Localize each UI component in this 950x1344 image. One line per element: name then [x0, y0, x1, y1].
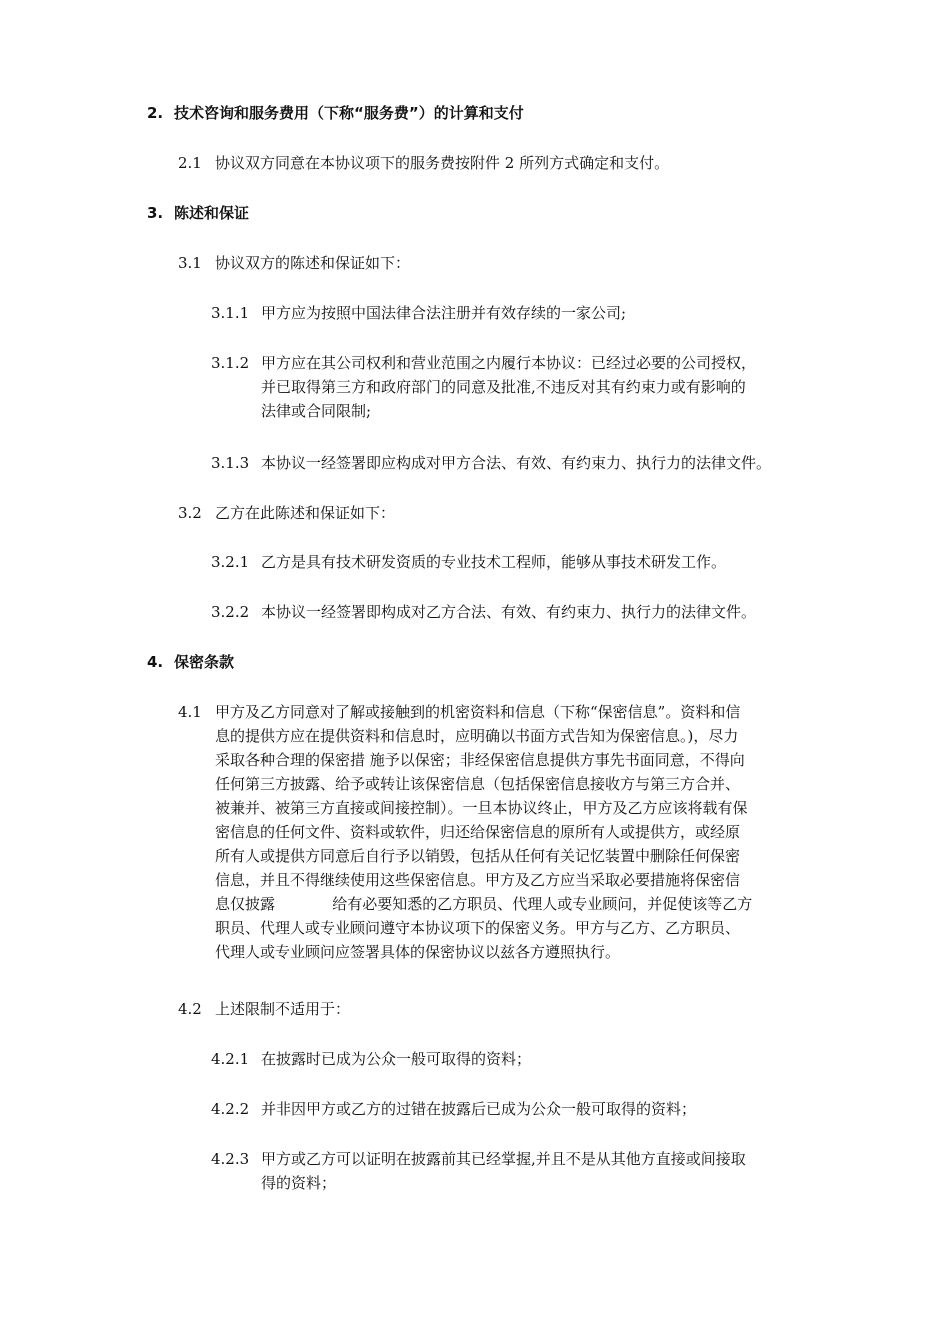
- item-number: 4.2.3: [211, 1150, 250, 1168]
- clause-number: 2.1: [178, 154, 202, 172]
- section-number: 3.: [147, 204, 164, 222]
- item-number: 3.1.3: [211, 454, 250, 472]
- text-line: 甲方或乙方可以证明在披露前其已经掌握,并且不是从其他方直接或间接取: [261, 1150, 746, 1168]
- text-line: 息仅披露 给有必要知悉的乙方职员、代理人或专业顾问，并促使该等乙方: [215, 895, 753, 913]
- text-line: 法律或合同限制;: [261, 402, 372, 420]
- item-number: 3.2.1: [211, 553, 250, 571]
- item-number: 4.2.2: [211, 1100, 250, 1118]
- text-line: 息的提供方应在提供资料和信息时，应明确以书面方式告知为保密信息。)，尽力: [215, 727, 739, 745]
- text-line: 所有人或提供方同意后自行予以销毁，包括从任何有关记忆装置中删除任何保密: [215, 847, 741, 865]
- text-line: 职员、代理人或专业顾问遵守本协议项下的保密义务。甲方与乙方、乙方职员、: [215, 919, 741, 937]
- text-line: 信息，并且不得继续使用这些保密信息。甲方及乙方应当采取必要措施将保密信: [215, 871, 741, 889]
- section-title: 保密条款: [174, 653, 235, 671]
- section-title: 技术咨询和服务费用（下称“服务费”）的计算和支付: [174, 104, 524, 122]
- text-line: 被兼并、被第三方直接或间接控制）。一旦本协议终止，甲方及乙方应该将载有保: [215, 799, 748, 817]
- clause-text: 协议双方同意在本协议项下的服务费按附件 2 所列方式确定和支付。: [215, 154, 670, 172]
- item-text: 并非因甲方或乙方的过错在披露后已成为公众一般可取得的资料；: [261, 1100, 697, 1118]
- text-line: 得的资料；: [261, 1174, 337, 1192]
- text-line: 任何第三方披露、给予或转让该保密信息（包括保密信息接收方与第三方合并、: [215, 775, 741, 793]
- item-text: 甲方应为按照中国法律合法注册并有效存续的一家公司;: [261, 304, 627, 322]
- text-line: 甲方及乙方同意对了解或接触到的机密资料和信息（下称“保密信息”。资料和信: [215, 703, 741, 721]
- item-number: 3.1.2: [211, 354, 250, 372]
- clause-text: [215, 700, 810, 964]
- item-number: 4.2.1: [211, 1050, 250, 1068]
- text-line: 密信息的任何文件、资料或软件，归还给保密信息的原所有人或提供方，或经原: [215, 823, 741, 841]
- item-text: 本协议一经签署即构成对乙方合法、有效、有约束力、执行力的法律文件。: [261, 603, 757, 621]
- item-text: [261, 351, 816, 423]
- section-number: 4.: [147, 653, 164, 671]
- item-text: 乙方是具有技术研发资质的专业技术工程师，能够从事技术研发工作。: [261, 553, 727, 571]
- clause-text: 协议双方的陈述和保证如下：: [215, 254, 411, 272]
- text-line: 采取各种合理的保密措 施予以保密；非经保密信息提供方事先书面同意，不得向: [215, 751, 745, 769]
- clause-number: 4.2: [178, 1000, 202, 1018]
- clause-number: 4.1: [178, 703, 202, 721]
- section-number: 2.: [147, 104, 164, 122]
- text-line: 代理人或专业顾问应签署具体的保密协议以兹各方遵照执行。: [215, 943, 621, 961]
- clause-number: 3.2: [178, 504, 202, 522]
- text-line: 甲方应在其公司权利和营业范围之内履行本协议：已经过必要的公司授权，: [261, 354, 757, 372]
- item-number: 3.2.2: [211, 603, 250, 621]
- clause-number: 3.1: [178, 254, 202, 272]
- item-text: [261, 1147, 816, 1195]
- section-title: 陈述和保证: [174, 204, 250, 222]
- item-text: 本协议一经签署即应构成对甲方合法、有效、有约束力、执行力的法律文件。: [261, 454, 772, 472]
- item-number: 3.1.1: [211, 304, 250, 322]
- item-text: 在披露时已成为公众一般可取得的资料；: [261, 1050, 532, 1068]
- text-line: 并已取得第三方和政府部门的同意及批准,不违反对其有约束力或有影响的: [261, 378, 746, 396]
- clause-text: 上述限制不适用于：: [215, 1000, 351, 1018]
- clause-text: 乙方在此陈述和保证如下：: [215, 504, 396, 522]
